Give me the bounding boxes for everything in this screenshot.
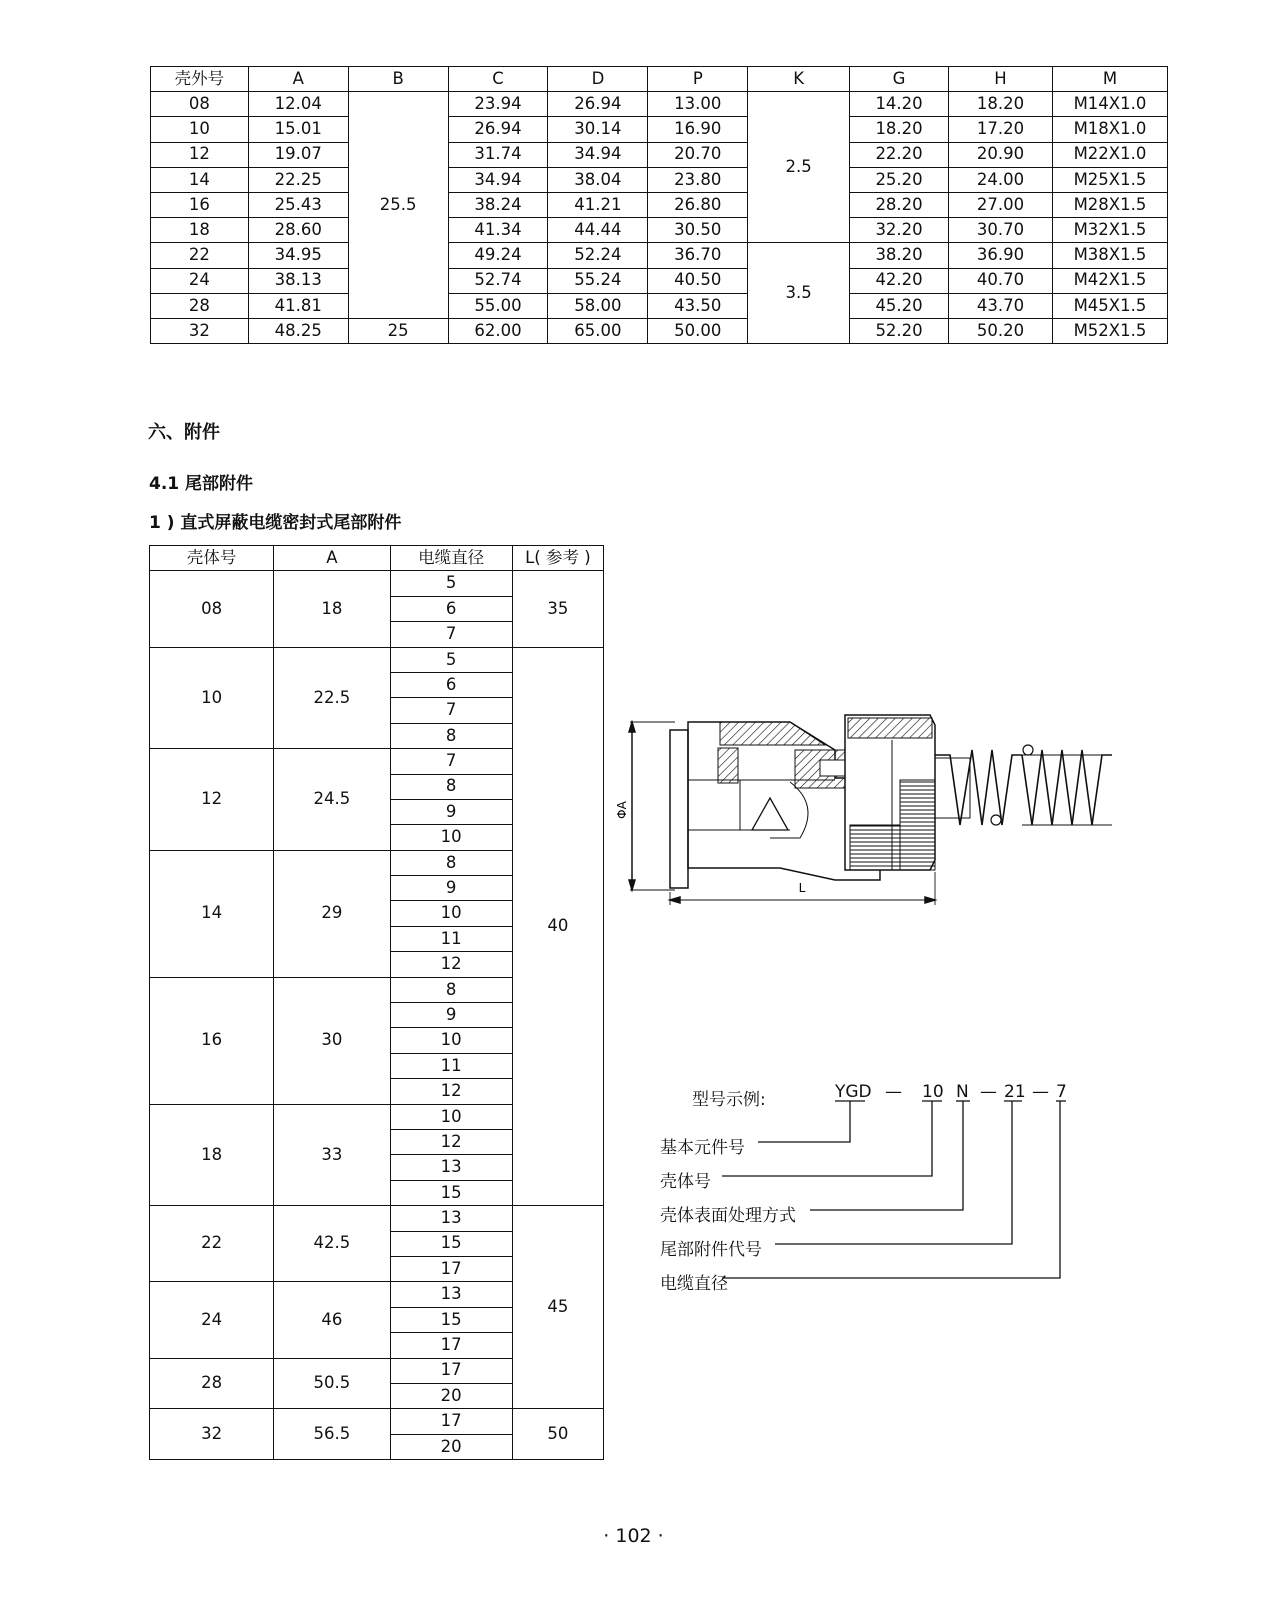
table-row: [151, 167, 1168, 192]
cell-cable-diameter: 6: [390, 672, 512, 697]
cell-a: 22.5: [274, 647, 390, 749]
cell-c: 62.00: [448, 318, 548, 343]
token-shell: 10: [922, 1082, 944, 1102]
cell-a: 29: [274, 850, 390, 977]
cell-a: 25.43: [248, 192, 348, 217]
cell-cable-diameter: 10: [390, 1104, 512, 1129]
cell-l: 50: [512, 1409, 603, 1460]
cell-a: 33: [274, 1104, 390, 1206]
cell-h: 20.90: [949, 142, 1053, 167]
cell-shell: 32: [150, 1409, 274, 1460]
cell-a: 38.13: [248, 268, 348, 293]
table-row: [151, 218, 1168, 243]
cell-c: 23.94: [448, 92, 548, 117]
cell-g: 45.20: [850, 293, 949, 318]
cell-c: 26.94: [448, 117, 548, 142]
cell-shell: 10: [151, 117, 249, 142]
cell-c: 55.00: [448, 293, 548, 318]
cell-shell: 18: [151, 218, 249, 243]
cell-cable-diameter: 12: [390, 1079, 512, 1104]
column-header: 壳外号: [151, 67, 249, 92]
token-dash: —: [980, 1082, 997, 1102]
cell-p: 36.70: [648, 243, 748, 268]
tail-accessory-table: [149, 545, 604, 1460]
cell-cable-diameter: 20: [390, 1383, 512, 1408]
cell-m: M45X1.5: [1052, 293, 1167, 318]
column-header: H: [949, 67, 1053, 92]
column-header: G: [850, 67, 949, 92]
cell-h: 27.00: [949, 192, 1053, 217]
cell-h: 30.70: [949, 218, 1053, 243]
cell-m: M25X1.5: [1052, 167, 1167, 192]
cell-h: 36.90: [949, 243, 1053, 268]
cell-shell: 22: [151, 243, 249, 268]
cell-cable-diameter: 10: [390, 825, 512, 850]
table-header-row: [150, 546, 604, 571]
cell-a: 19.07: [248, 142, 348, 167]
subsection-title: 4.1 尾部附件: [149, 474, 254, 494]
cell-k: 3.5: [748, 243, 850, 344]
cell-h: 50.20: [949, 318, 1053, 343]
cell-a: 12.04: [248, 92, 348, 117]
cell-h: 18.20: [949, 92, 1053, 117]
cell-cable-diameter: 9: [390, 799, 512, 824]
dim-phiA-label: ΦA: [615, 801, 629, 819]
cell-shell: 32: [151, 318, 249, 343]
cell-g: 38.20: [850, 243, 949, 268]
cell-a: 56.5: [274, 1409, 390, 1460]
token-ygd: YGD: [835, 1082, 872, 1102]
cell-g: 18.20: [850, 117, 949, 142]
cell-cable-diameter: 17: [390, 1256, 512, 1281]
cell-l: 40: [512, 647, 603, 1206]
table-header-row: [151, 67, 1168, 92]
cell-h: 40.70: [949, 268, 1053, 293]
cell-m: M32X1.5: [1052, 218, 1167, 243]
cell-c: 41.34: [448, 218, 548, 243]
cell-p: 23.80: [648, 167, 748, 192]
cell-g: 22.20: [850, 142, 949, 167]
cell-b: 25: [348, 318, 448, 343]
cell-d: 65.00: [548, 318, 648, 343]
token-dash: —: [1032, 1082, 1049, 1102]
column-header: D: [548, 67, 648, 92]
table-row: [151, 117, 1168, 142]
cell-g: 25.20: [850, 167, 949, 192]
table-row: [151, 243, 1168, 268]
callout-cable: 电缆直径: [660, 1274, 728, 1294]
cell-shell: 08: [151, 92, 249, 117]
token-dash: —: [885, 1082, 902, 1102]
cell-d: 55.24: [548, 268, 648, 293]
spring-coil-left: [935, 750, 1022, 825]
tail-table-body: [150, 546, 604, 1460]
cell-p: 13.00: [648, 92, 748, 117]
column-header: 壳体号: [150, 546, 274, 571]
dim-L-label: L: [798, 881, 806, 895]
cell-m: M38X1.5: [1052, 243, 1167, 268]
cell-cable-diameter: 15: [390, 1231, 512, 1256]
token-tail: 21: [1004, 1082, 1026, 1102]
cell-k: 2.5: [748, 92, 850, 243]
cell-g: 14.20: [850, 92, 949, 117]
cell-shell: 14: [150, 850, 274, 977]
cell-a: 22.25: [248, 167, 348, 192]
cell-p: 16.90: [648, 117, 748, 142]
column-header: B: [348, 67, 448, 92]
cell-p: 30.50: [648, 218, 748, 243]
cell-c: 52.74: [448, 268, 548, 293]
column-header: 电缆直径: [390, 546, 512, 571]
cell-cable-diameter: 8: [390, 850, 512, 875]
column-header: L( 参考 ): [512, 546, 603, 571]
cell-cable-diameter: 11: [390, 926, 512, 951]
cell-shell: 28: [151, 293, 249, 318]
cell-cable-diameter: 10: [390, 901, 512, 926]
column-header: P: [648, 67, 748, 92]
callout-base: 基本元件号: [660, 1138, 745, 1158]
cell-d: 34.94: [548, 142, 648, 167]
cell-cable-diameter: 17: [390, 1333, 512, 1358]
cell-c: 31.74: [448, 142, 548, 167]
dimension-table-body: [151, 67, 1168, 344]
cell-cable-diameter: 11: [390, 1053, 512, 1078]
cell-cable-diameter: 13: [390, 1206, 512, 1231]
token-finish: N: [956, 1082, 969, 1102]
column-header: C: [448, 67, 548, 92]
column-header: K: [748, 67, 850, 92]
cell-c: 49.24: [448, 243, 548, 268]
table-row: [151, 268, 1168, 293]
cell-h: 24.00: [949, 167, 1053, 192]
cell-d: 41.21: [548, 192, 648, 217]
cell-shell: 12: [150, 749, 274, 851]
cell-cable-diameter: 13: [390, 1155, 512, 1180]
cell-a: 28.60: [248, 218, 348, 243]
cell-d: 52.24: [548, 243, 648, 268]
cell-a: 18: [274, 571, 390, 647]
table-row: [150, 1409, 604, 1434]
table-row: [150, 647, 604, 672]
cell-shell: 24: [151, 268, 249, 293]
cell-a: 30: [274, 977, 390, 1104]
cell-d: 38.04: [548, 167, 648, 192]
cell-shell: 22: [150, 1206, 274, 1282]
cell-m: M14X1.0: [1052, 92, 1167, 117]
model-example: [660, 1082, 1130, 1345]
cell-shell: 28: [150, 1358, 274, 1409]
callout-tail: 尾部附件代号: [660, 1240, 762, 1260]
cell-a: 24.5: [274, 749, 390, 851]
table-row: [151, 293, 1168, 318]
column-header: A: [274, 546, 390, 571]
cell-l: 35: [512, 571, 603, 647]
cell-cable-diameter: 8: [390, 723, 512, 748]
cell-shell: 16: [150, 977, 274, 1104]
cell-a: 42.5: [274, 1206, 390, 1282]
cell-m: M18X1.0: [1052, 117, 1167, 142]
cell-cable-diameter: 15: [390, 1180, 512, 1205]
cell-shell: 16: [151, 192, 249, 217]
cell-cable-diameter: 10: [390, 1028, 512, 1053]
cell-m: M42X1.5: [1052, 268, 1167, 293]
triangle-mark: [752, 798, 788, 830]
table-row: [151, 142, 1168, 167]
cell-c: 38.24: [448, 192, 548, 217]
cell-shell: 24: [150, 1282, 274, 1358]
cell-cable-diameter: 8: [390, 774, 512, 799]
cell-shell: 14: [151, 167, 249, 192]
cell-d: 58.00: [548, 293, 648, 318]
cell-cable-diameter: 12: [390, 1129, 512, 1154]
cell-cable-diameter: 7: [390, 698, 512, 723]
cell-cable-diameter: 17: [390, 1358, 512, 1383]
cell-cable-diameter: 12: [390, 952, 512, 977]
page-number: · 102 ·: [603, 1525, 664, 1547]
cell-m: M22X1.0: [1052, 142, 1167, 167]
cell-g: 42.20: [850, 268, 949, 293]
cell-h: 17.20: [949, 117, 1053, 142]
cell-d: 26.94: [548, 92, 648, 117]
cell-shell: 12: [151, 142, 249, 167]
cell-a: 46: [274, 1282, 390, 1358]
cell-cable-diameter: 9: [390, 1003, 512, 1028]
table-row: [151, 318, 1168, 343]
tail-accessory-drawing: [615, 720, 1170, 940]
cell-cable-diameter: 17: [390, 1409, 512, 1434]
callout-leaders: [660, 1095, 1130, 1295]
cell-a: 48.25: [248, 318, 348, 343]
cell-d: 30.14: [548, 117, 648, 142]
table-row: [151, 192, 1168, 217]
cell-cable-diameter: 9: [390, 876, 512, 901]
cell-p: 50.00: [648, 318, 748, 343]
callout-finish: 壳体表面处理方式: [660, 1206, 796, 1226]
item-title: 1 ) 直式屏蔽电缆密封式尾部附件: [149, 513, 402, 533]
cell-m: M28X1.5: [1052, 192, 1167, 217]
table-row: [151, 92, 1168, 117]
cell-p: 20.70: [648, 142, 748, 167]
cell-cable-diameter: 15: [390, 1307, 512, 1332]
cell-c: 34.94: [448, 167, 548, 192]
column-header: M: [1052, 67, 1167, 92]
cell-m: M52X1.5: [1052, 318, 1167, 343]
cell-cable-diameter: 6: [390, 596, 512, 621]
cell-l: 45: [512, 1206, 603, 1409]
cell-a: 50.5: [274, 1358, 390, 1409]
dimension-table: [150, 66, 1168, 344]
cell-cable-diameter: 13: [390, 1282, 512, 1307]
front-flange: [670, 730, 688, 888]
cell-a: 34.95: [248, 243, 348, 268]
model-example-label: 型号示例:: [692, 1090, 766, 1110]
cell-p: 26.80: [648, 192, 748, 217]
cell-shell: 18: [150, 1104, 274, 1206]
cell-cable-diameter: 8: [390, 977, 512, 1002]
cell-g: 32.20: [850, 218, 949, 243]
token-cable: 7: [1056, 1082, 1067, 1102]
callout-shell: 壳体号: [660, 1172, 711, 1192]
spring-coil-right: [1022, 750, 1112, 825]
cell-cable-diameter: 5: [390, 647, 512, 672]
cell-g: 52.20: [850, 318, 949, 343]
cell-cable-diameter: 20: [390, 1434, 512, 1459]
cell-cable-diameter: 7: [390, 749, 512, 774]
cell-h: 43.70: [949, 293, 1053, 318]
table-row: [150, 1206, 604, 1231]
cell-shell: 08: [150, 571, 274, 647]
cell-g: 28.20: [850, 192, 949, 217]
cell-cable-diameter: 7: [390, 622, 512, 647]
cell-shell: 10: [150, 647, 274, 749]
section-title: 六、附件: [148, 422, 220, 443]
cell-b: 25.5: [348, 92, 448, 319]
table-row: [150, 571, 604, 596]
cell-d: 44.44: [548, 218, 648, 243]
cell-p: 43.50: [648, 293, 748, 318]
cell-a: 15.01: [248, 117, 348, 142]
cell-cable-diameter: 5: [390, 571, 512, 596]
cell-a: 41.81: [248, 293, 348, 318]
cell-p: 40.50: [648, 268, 748, 293]
column-header: A: [248, 67, 348, 92]
